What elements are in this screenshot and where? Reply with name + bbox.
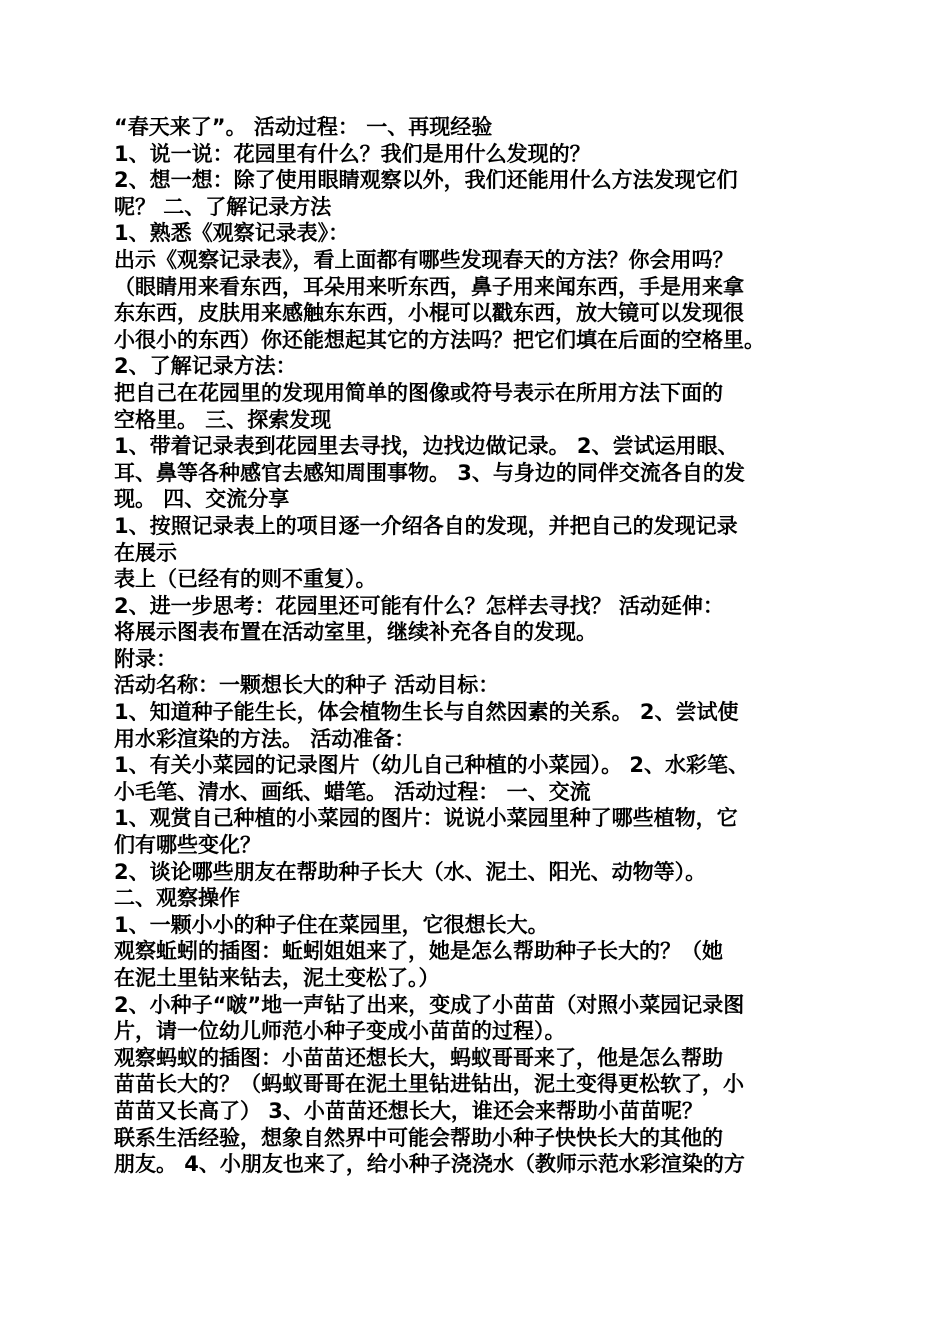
text-line: 联系生活经验，想象自然界中可能会帮助小种子快快长大的其他的 [114,1125,723,1150]
text-line: 在泥土里钻来钻去，泥土变松了。） [114,966,440,990]
text-line: 2、进一步思考：花园里还可能有什么？怎样去寻找？ 活动延伸： [114,593,724,618]
text-line: 观察蚂蚁的插图：小苗苗还想长大，蚂蚁哥哥来了，他是怎么帮助 [114,1045,723,1070]
text-line: 现。 四、交流分享 [114,487,290,512]
text-line: 空格里。 三、探索发现 [114,407,332,432]
text-line: 1、熟悉《观察记录表》： [114,221,350,246]
text-line: 二、观察操作 [114,886,240,911]
text-line: 2、小种子“啵”地一声钻了出来，变成了小苗苗（对照小菜园记录图 [114,992,745,1017]
text-line: 小毛笔、清水、画纸、蜡笔。 活动过程： 一、交流 [114,779,591,804]
text-line: 把自己在花园里的发现用简单的图像或符号表示在所用方法下面的 [114,380,723,405]
text-line: “春天来了”。 活动过程： 一、再现经验 [114,115,493,139]
text-line: 活动名称：一颗想长大的种子 活动目标： [114,673,500,698]
text-line: 表上（已经有的则不重复）。 [114,567,377,592]
text-line: 1、说一说：花园里有什么？我们是用什么发现的？ [114,141,591,166]
text-line: （眼睛用来看东西，耳朵用来听东西，鼻子用来闻东西，手是用来拿 [114,274,744,299]
text-line: 苗苗又长高了） 3、小苗苗还想长大，谁还会来帮助小苗苗呢？ [114,1098,703,1123]
document-body [114,114,844,1178]
text-line: 1、知道种子能生长，体会植物生长与自然因素的关系。 2、尝试使 [114,700,739,725]
text-line: 朋友。 4、小朋友也来了，给小种子浇浇水（教师示范水彩渲染的方 [114,1152,745,1177]
text-line: 观察蚯蚓的插图：蚯蚓姐姐来了，她是怎么帮助种子长大的？（她 [114,939,723,964]
text-line: 们有哪些变化？ [114,833,261,858]
text-line: 片，请一位幼儿师范小种子变成小苗苗的过程）。 [114,1019,566,1044]
text-line: 2、了解记录方法： [114,354,297,379]
text-line: 2、想一想：除了使用眼睛观察以外，我们还能用什么方法发现它们 [114,168,738,193]
text-line: 1、观赏自己种植的小菜园的图片：说说小菜园里种了哪些植物，它 [114,806,738,831]
text-line: 1、有关小菜园的记录图片（幼儿自己种植的小菜园）。 2、水彩笔、 [114,753,750,778]
text-line: 耳、鼻等各种感官去感知周围事物。 3、与身边的同伴交流各自的发 [114,460,745,485]
text-line: 1、一颗小小的种子住在菜园里，它很想长大。 [114,912,549,937]
text-line: 1、按照记录表上的项目逐一介绍各自的发现，并把自己的发现记录 [114,513,738,538]
text-line: 出示《观察记录表》，看上面都有哪些发现春天的方法？你会用吗？ [114,247,734,272]
text-line: 东东西，皮肤用来感触东东西，小棍可以戳东西，放大镜可以发现很 [114,301,744,326]
text-line: 在展示 [114,540,177,565]
text-line: 附录： [114,646,177,671]
text-line: 1、带着记录表到花园里去寻找，边找边做记录。 2、尝试运用眼、 [114,434,739,459]
text-line: 苗苗长大的？（蚂蚁哥哥在泥土里钻进钻出，泥土变得更松软了，小 [114,1072,744,1097]
text-line: 2、谈论哪些朋友在帮助种子长大（水、泥土、阳光、动物等）。 [114,859,707,884]
text-line: 呢？ 二、了解记录方法 [114,194,332,219]
text-line: 将展示图表布置在活动室里，继续补充各自的发现。 [114,620,597,645]
text-line: 小很小的东西）你还能想起其它的方法吗？把它们填在后面的空格里。 [114,327,765,352]
text-line: 用水彩渲染的方法。 活动准备： [114,726,416,751]
